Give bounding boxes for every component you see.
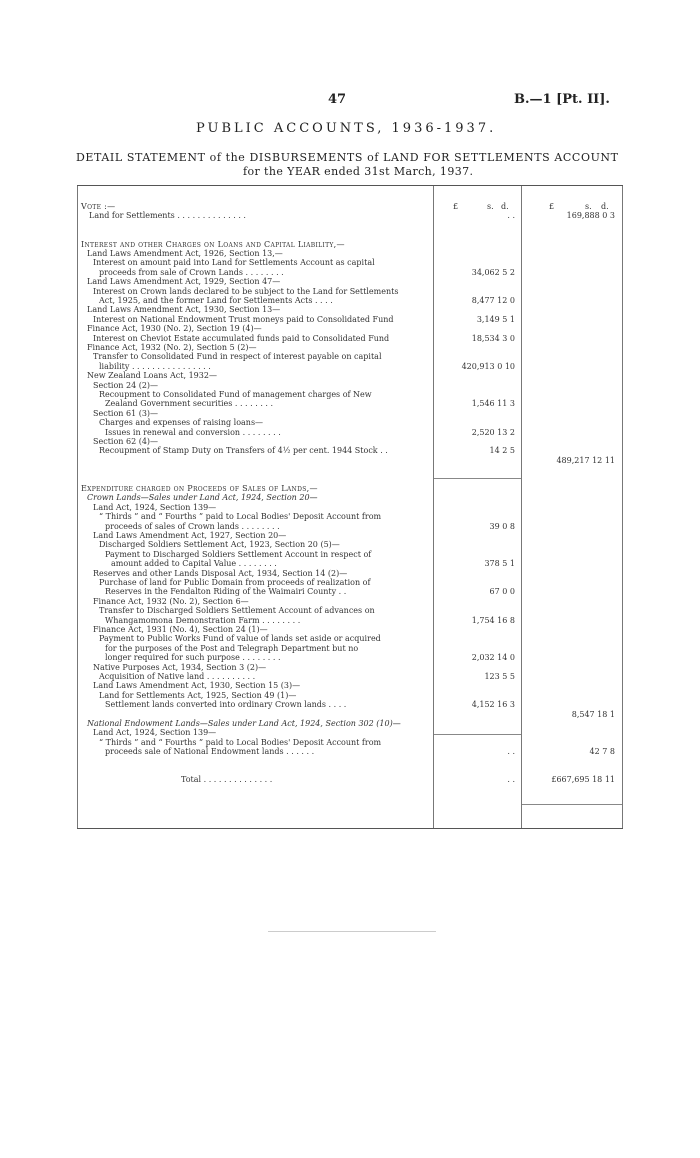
row-amount-col2: 489,217 12 11 [556, 455, 615, 465]
row-description: “ Thirds ” and “ Fourths ” paid to Local Bodies' Deposit Account from [99, 512, 382, 522]
statement-subtitle: DETAIL STATEMENT of the DISBURSEMENTS of LAND FOR SETTLEMENTS ACCOUNT [76, 151, 619, 164]
row-description: Expenditure charged on Proceeds of Sales of Lands,— [81, 484, 318, 493]
row-amount-col2: £667,695 18 11 [551, 775, 615, 785]
row-description: Crown Lands—Sales under Land Act, 1924, Section 20— [87, 493, 318, 503]
row-description: Total . . . . . . . . . . . . . . [181, 775, 273, 785]
row-amount-col2: 169,888 0 3 [566, 211, 615, 221]
col2-pence-header: d. [601, 202, 609, 211]
row-description: Section 61 (3)— [93, 408, 159, 418]
row-description: Interest on National Endowment Trust moneys paid to Consolidated Fund [93, 314, 394, 324]
statement-period: for the YEAR ended 31st March, 1937. [243, 165, 474, 178]
row-description: Finance Act, 1930 (No. 2), Section 19 (4)— [87, 324, 262, 334]
row-description: Acquisition of Native land . . . . . . . . . . [99, 672, 256, 681]
row-description: New Zealand Loans Act, 1932— [87, 371, 217, 381]
row-amount-col1: 378 5 1 [484, 559, 515, 569]
row-amount-col1: 67 0 0 [489, 587, 515, 597]
row-amount-col2: 42 7 8 [589, 747, 615, 757]
row-description: Zealand Government securities . . . . . . . . [105, 399, 274, 409]
row-description: longer required for such purpose . . . . . . . . [105, 653, 281, 663]
row-amount-col1: 14 2 5 [489, 446, 515, 456]
row-amount-col2: 8,547 18 1 [571, 709, 615, 719]
page-title: PUBLIC ACCOUNTS, 1936-1937. [196, 121, 497, 136]
row-description: Payment to Discharged Soldiers Settlement Account in respect of [105, 549, 372, 559]
row-description: Section 24 (2)— [93, 380, 159, 390]
row-amount-col1: . . [507, 211, 515, 221]
row-amount-col1: 18,534 3 0 [471, 333, 515, 343]
row-amount-col1: 1,546 11 3 [471, 399, 515, 409]
row-description: Recoupment of Stamp Duty on Transfers of 4½ per cent. 1944 Stock . . [99, 446, 388, 456]
row-amount-col1: 123 5 5 [484, 672, 515, 681]
row-description: Section 62 (4)— [93, 437, 159, 446]
col1-pence-header: d. [501, 202, 509, 211]
row-description: Transfer to Discharged Soldiers Settlement Account of advances on [99, 606, 375, 616]
col1-pounds-header: £ [453, 202, 459, 211]
row-description: Finance Act, 1932 (No. 2), Section 6— [93, 596, 249, 606]
row-description: Charges and expenses of raising loans— [99, 418, 264, 428]
row-description: Payment to Public Works Fund of value of lands set aside or acquired [99, 634, 381, 644]
row-description: Issues in renewal and conversion . . . . . . . . [105, 427, 281, 437]
row-amount-col1: . . [507, 747, 515, 757]
col2-pounds-header: £ [549, 202, 555, 211]
row-amount-col1: 3,149 5 1 [476, 314, 515, 324]
row-description: Land Act, 1924, Section 139— [93, 502, 217, 512]
page-number: 47 [328, 92, 347, 107]
row-description: “ Thirds ” and “ Fourths ” paid to Local Bodies' Deposit Account from [99, 737, 382, 747]
footer-rule [268, 931, 436, 932]
row-description: Interest on amount paid into Land for Settlements Account as capital [93, 258, 375, 268]
row-amount-col1: 1,754 16 8 [471, 615, 515, 625]
row-description: proceeds of sales of Crown lands . . . . . . . . [105, 521, 280, 531]
row-description: Land Laws Amendment Act, 1930, Section 15 (3)— [93, 681, 301, 691]
row-amount-col1: 420,913 0 10 [461, 361, 515, 371]
row-description: Native Purposes Act, 1934, Section 3 (2)— [93, 662, 267, 672]
page-reference: B.—1 [Pt. II]. [514, 92, 610, 107]
row-amount-col1: 34,062 5 2 [471, 267, 515, 277]
row-description: Land Act, 1924, Section 139— [93, 728, 217, 738]
row-amount-col1: . . [507, 775, 515, 785]
row-description: Purchase of land for Public Domain from proceeds of realization of [99, 578, 371, 587]
row-description: Reserves and other Lands Disposal Act, 1934, Section 14 (2)— [93, 568, 348, 578]
row-description: liability . . . . . . . . . . . . . . . . [99, 361, 211, 371]
row-description: National Endowment Lands—Sales under Land Act, 1924, Section 302 (10)— [87, 719, 401, 728]
total-rule [522, 804, 622, 805]
row-description: Whangamomona Demonstration Farm . . . . . . . . [105, 615, 301, 625]
row-description: Act, 1925, and the former Land for Settlements Acts . . . . [99, 296, 333, 305]
row-description: Reserves in the Fendalton Riding of the Waimairi County . . [105, 587, 347, 597]
row-description: Land for Settlements . . . . . . . . . . . . . . [89, 211, 246, 221]
row-amount-col1: 4,152 16 3 [471, 700, 515, 710]
row-description: Interest on Crown lands declared to be subject to the Land for Settlements [93, 286, 399, 296]
disbursements-table [77, 185, 623, 829]
row-description: amount added to Capital Value . . . . . . . . [111, 559, 277, 569]
row-description: Vote :— [81, 202, 116, 211]
row-description: Interest on Cheviot Estate accumulated funds paid to Consolidated Fund [93, 333, 390, 343]
row-description: Recoupment to Consolidated Fund of management charges of New [99, 390, 372, 399]
row-description: Finance Act, 1932 (No. 2), Section 5 (2)— [87, 343, 257, 352]
row-description: Discharged Soldiers Settlement Act, 1923, Section 20 (5)— [99, 540, 340, 550]
row-description: Finance Act, 1931 (No. 4), Section 24 (1)— [93, 625, 268, 634]
row-description: proceeds from sale of Crown Lands . . . . . . . . [99, 267, 284, 277]
row-description: Land Laws Amendment Act, 1929, Section 47— [87, 277, 281, 287]
row-amount-col1: 39 0 8 [489, 521, 515, 531]
row-amount-col1: 2,032 14 0 [471, 653, 515, 663]
row-description: Land for Settlements Act, 1925, Section 49 (1)— [99, 690, 297, 700]
row-amount-col1: 8,477 12 0 [471, 296, 515, 305]
row-description: Land Laws Amendment Act, 1927, Section 20— [93, 531, 287, 540]
row-description: Transfer to Consolidated Fund in respect of interest payable on capital [93, 352, 382, 362]
row-description: for the purposes of the Post and Telegraph Department but no [105, 643, 359, 653]
row-description: proceeds sale of National Endowment lands . . . . . . [105, 747, 315, 757]
row-description: Land Laws Amendment Act, 1930, Section 13— [87, 305, 281, 315]
table-row [77, 775, 623, 785]
row-description: Settlement lands converted into ordinary Crown lands . . . . [105, 700, 347, 710]
row-description: Land Laws Amendment Act, 1926, Section 13,— [87, 249, 283, 258]
col1-shillings-header: s. [487, 202, 494, 211]
col2-shillings-header: s. [585, 202, 592, 211]
row-amount-col1: 2,520 13 2 [471, 427, 515, 437]
row-description: Interest and other Charges on Loans and Capital Liability,— [81, 239, 345, 249]
